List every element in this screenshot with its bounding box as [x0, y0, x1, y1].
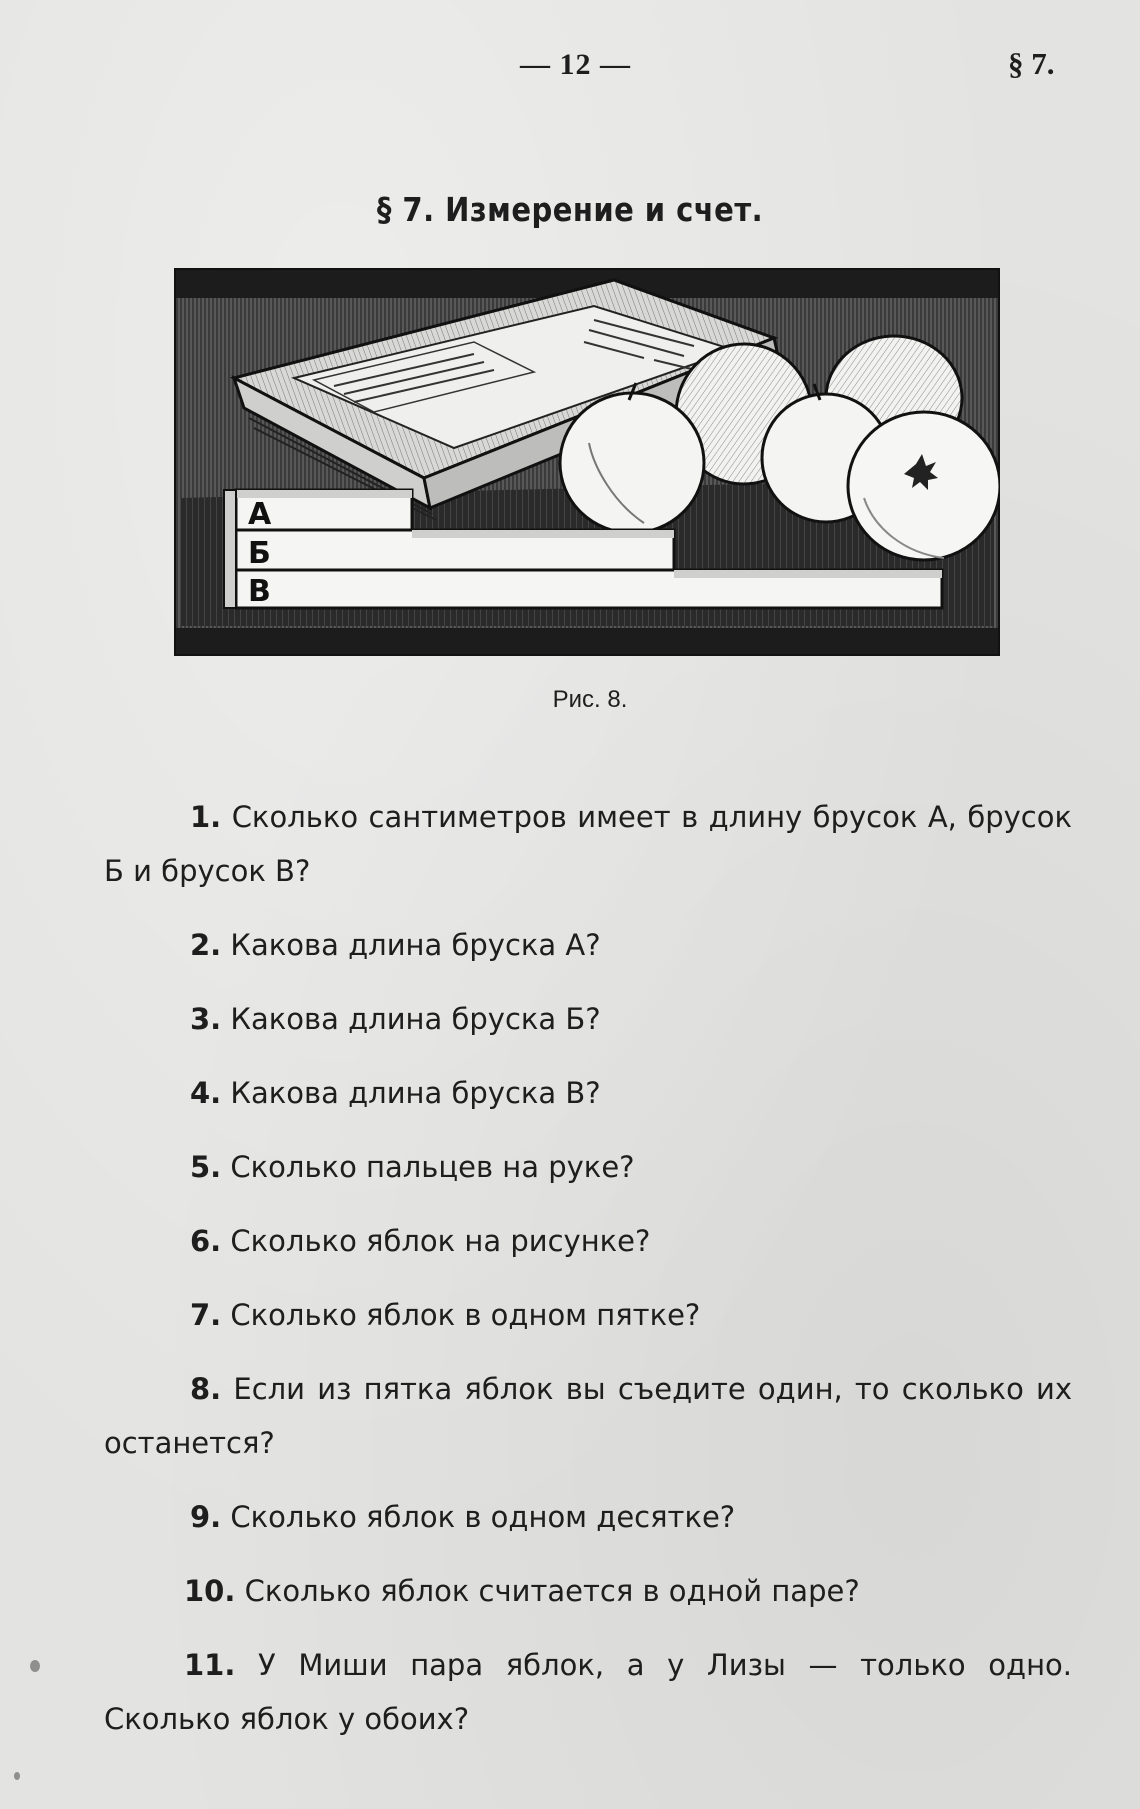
question-11 [104, 1638, 1072, 1746]
question-number: 3. [190, 1002, 222, 1036]
question-number: 10. [184, 1574, 236, 1608]
question-number: 8. [190, 1372, 222, 1406]
bar-label-a: А [248, 497, 272, 532]
question-number: 11. [184, 1648, 236, 1682]
question-text: Какова длина бруска В? [230, 1076, 601, 1110]
question-text: Сколько сантиметров имеет в длину брусок А, брусок Б и брусок В? [104, 800, 1073, 888]
question-2 [104, 918, 1072, 972]
question-text: Сколько яблок считается в одной паре? [244, 1574, 860, 1608]
question-number: 6. [190, 1224, 222, 1258]
question-4 [104, 1066, 1072, 1120]
bar-b [236, 530, 674, 570]
question-number: 7. [190, 1298, 222, 1332]
question-6 [104, 1214, 1072, 1268]
question-text: Сколько пальцев на руке? [230, 1150, 635, 1184]
question-1 [104, 790, 1072, 898]
question-text: Сколько яблок на рисунке? [230, 1224, 651, 1258]
print-speck [14, 1772, 20, 1780]
section-title: § 7. Измерение и счет. [376, 190, 764, 229]
question-number: 9. [190, 1500, 222, 1534]
print-speck [30, 1660, 40, 1672]
question-text: Сколько яблок в одном десятке? [230, 1500, 736, 1534]
question-text: Какова длина бруска Б? [230, 1002, 601, 1036]
page-number: — 12 — [520, 48, 631, 81]
figure-illustration [174, 268, 1000, 656]
question-7 [104, 1288, 1072, 1342]
question-9 [104, 1490, 1072, 1544]
question-number: 5. [190, 1150, 222, 1184]
figure-caption: Рис. 8. [552, 686, 628, 713]
bar-label-b: Б [248, 536, 271, 571]
question-10 [104, 1564, 1072, 1618]
engraving-books-apples-bars [174, 268, 1000, 656]
question-text: Сколько яблок в одном пятке? [230, 1298, 701, 1332]
question-text: У Миши пара яблок, а у Лизы — только одно. Сколько яблок у обоих? [104, 1648, 1073, 1736]
bar-v [236, 570, 942, 608]
question-number: 1. [190, 800, 222, 834]
question-text: Какова длина бруска А? [230, 928, 601, 962]
question-text: Если из пятка яблок вы съедите один, то сколько их останется? [104, 1372, 1072, 1460]
question-5 [104, 1140, 1072, 1194]
question-number: 2. [190, 928, 222, 962]
running-head [0, 44, 1140, 84]
question-3 [104, 992, 1072, 1046]
question-8 [104, 1362, 1072, 1470]
running-section-mark: § 7. [1008, 46, 1055, 81]
question-list [104, 790, 1072, 1766]
bar-label-v: В [248, 574, 271, 609]
question-number: 4. [190, 1076, 222, 1110]
